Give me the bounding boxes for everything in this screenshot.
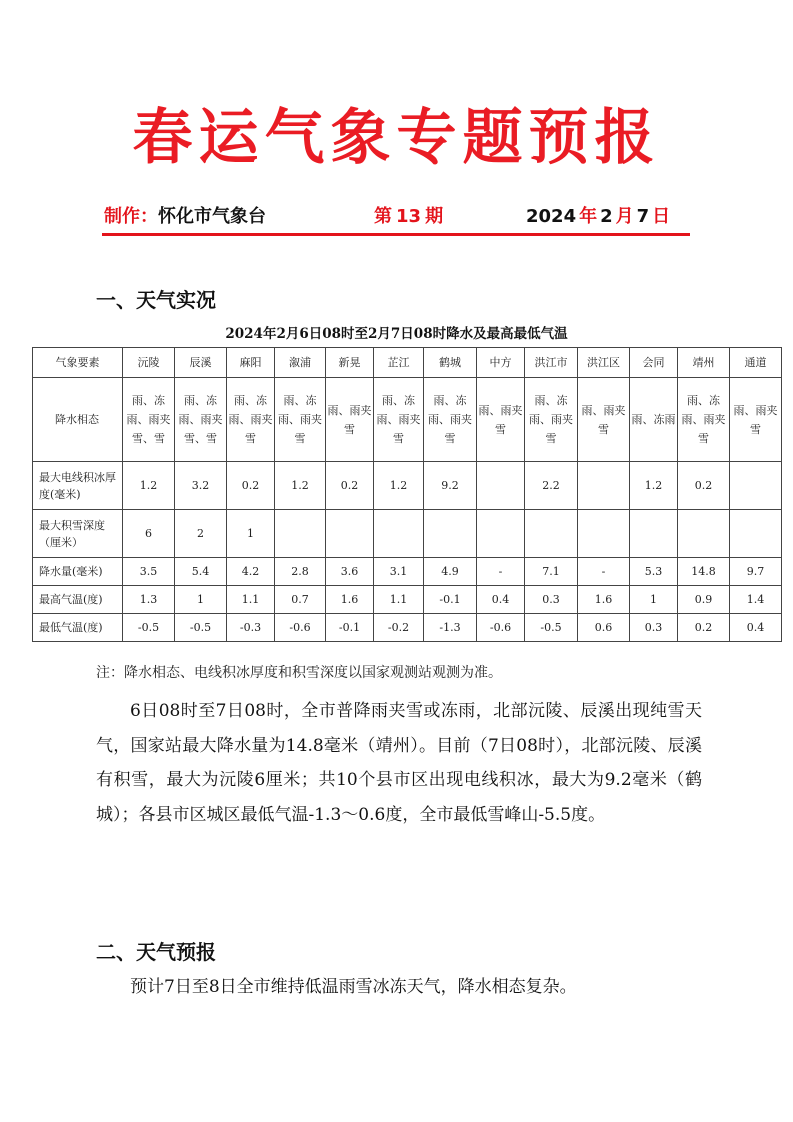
table-row: [33, 558, 782, 586]
table-header-station: 鹤城: [424, 348, 477, 378]
table-cell: 雨、冻雨、雨夹雪: [678, 378, 730, 462]
table-cell: 7.1: [525, 558, 578, 586]
issue-number: [374, 204, 443, 230]
table-cell: [730, 462, 782, 510]
table-cell: [730, 510, 782, 558]
table-row: [33, 614, 782, 642]
table-header-station: 洪江市: [525, 348, 578, 378]
section2-heading: 二、天气预报: [96, 940, 216, 964]
table-cell: 雨、雨夹雪: [326, 378, 374, 462]
table-cell: 雨、冻雨、雨夹雪: [424, 378, 477, 462]
table-cell: -0.6: [275, 614, 326, 642]
table-cell: -0.1: [424, 586, 477, 614]
table-header-station: 中方: [477, 348, 525, 378]
table-cell: 1.1: [374, 586, 424, 614]
table-cell: 0.2: [227, 462, 275, 510]
table-cell: [275, 510, 326, 558]
table-cell: 1: [175, 586, 227, 614]
table-cell: -0.5: [525, 614, 578, 642]
row-label: 最高气温(度): [33, 586, 123, 614]
table-cell: 雨、冻雨、雨夹雪: [525, 378, 578, 462]
section1-heading: 一、天气实况: [96, 288, 216, 312]
table-row: [33, 378, 782, 462]
table-cell: [578, 462, 630, 510]
date-year: 2024: [526, 206, 577, 227]
table-cell: 0.2: [678, 462, 730, 510]
table-cell: 1: [630, 586, 678, 614]
table-header-station: 溆浦: [275, 348, 326, 378]
table-cell: 1.4: [730, 586, 782, 614]
table-cell: -1.3: [424, 614, 477, 642]
issue-suffix: 期: [425, 206, 444, 227]
table-cell: [477, 510, 525, 558]
table-cell: 雨、雨夹雪: [578, 378, 630, 462]
section1-summary: 6日08时至7日08时，全市普降雨夹雪或冻雨，北部沅陵、辰溪出现纯雪天气，国家站最大降水量为14.8毫米（靖州）。目前（7日08时），北部沅陵、辰溪有积雪，最大为沅陵6厘米；共10个县市区出现电线积冰，最大为9.2毫米（鹤城）；各县市区城区最低气温-1.3～0.6度，全市最低雪峰山-5.5度。: [96, 701, 702, 825]
table-cell: 0.2: [678, 614, 730, 642]
maker-name: 怀化市气象台: [158, 206, 266, 227]
table-cell: -: [578, 558, 630, 586]
table-cell: 2.8: [275, 558, 326, 586]
table-cell: 雨、冻雨、雨夹雪: [227, 378, 275, 462]
table-cell: 5.3: [630, 558, 678, 586]
table-header-row: [33, 348, 782, 378]
table-note: 注：降水相态、电线积冰厚度和积雪深度以国家观测站观测为准。: [96, 665, 502, 681]
table-cell: 1.6: [326, 586, 374, 614]
table-header-station: 辰溪: [175, 348, 227, 378]
issue-prefix: 第: [374, 206, 392, 227]
row-label: 降水量(毫米): [33, 558, 123, 586]
table-cell: [424, 510, 477, 558]
table-header-element: 气象要素: [33, 348, 123, 378]
table-cell: 9.7: [730, 558, 782, 586]
table-cell: 雨、冻雨、雨夹雪、雪: [175, 378, 227, 462]
table-cell: 雨、冻雨、雨夹雪、雪: [123, 378, 175, 462]
maker-label: 制作：: [104, 206, 158, 227]
table-cell: [525, 510, 578, 558]
table-cell: 1.3: [123, 586, 175, 614]
table-cell: [678, 510, 730, 558]
table-cell: 3.5: [123, 558, 175, 586]
table-header-station: 芷江: [374, 348, 424, 378]
table-cell: 0.2: [326, 462, 374, 510]
table-row: [33, 586, 782, 614]
maker-line: [104, 204, 266, 230]
table-cell: 0.4: [477, 586, 525, 614]
header-divider: [102, 233, 690, 236]
table-header-station: 会同: [630, 348, 678, 378]
table-cell: [630, 510, 678, 558]
table-cell: 9.2: [424, 462, 477, 510]
date-day-unit: 日: [652, 206, 671, 227]
table-cell: -0.3: [227, 614, 275, 642]
table-cell: -0.1: [326, 614, 374, 642]
table-cell: 6: [123, 510, 175, 558]
table-cell: [578, 510, 630, 558]
table-cell: 5.4: [175, 558, 227, 586]
table-cell: 1.6: [578, 586, 630, 614]
date-year-unit: 年: [579, 206, 598, 227]
row-label: 最低气温(度): [33, 614, 123, 642]
table-cell: 1.2: [123, 462, 175, 510]
table-cell: 雨、冻雨、雨夹雪: [374, 378, 424, 462]
table-cell: 雨、雨夹雪: [477, 378, 525, 462]
table-header-station: 洪江区: [578, 348, 630, 378]
section2-forecast: 预计7日至8日全市维持低温雨雪冰冻天气，降水相态复杂。: [130, 977, 577, 997]
table-header-station: 靖州: [678, 348, 730, 378]
table-cell: 4.9: [424, 558, 477, 586]
table-header-station: 新晃: [326, 348, 374, 378]
table-cell: 雨、冻雨、雨夹雪: [275, 378, 326, 462]
table-cell: 0.7: [275, 586, 326, 614]
table-cell: [326, 510, 374, 558]
weather-table: [32, 347, 782, 642]
table-cell: -0.2: [374, 614, 424, 642]
table-cell: 0.3: [630, 614, 678, 642]
table-cell: -0.5: [175, 614, 227, 642]
table-cell: 雨、雨夹雪: [730, 378, 782, 462]
table-cell: 0.9: [678, 586, 730, 614]
date-day: 7: [636, 206, 650, 227]
row-label: 最大积雪深度（厘米）: [33, 510, 123, 558]
table-cell: [374, 510, 424, 558]
table-cell: 1.2: [630, 462, 678, 510]
row-label: 最大电线积冰厚度(毫米): [33, 462, 123, 510]
table-cell: [477, 462, 525, 510]
row-label: 降水相态: [33, 378, 123, 462]
table-cell: 3.1: [374, 558, 424, 586]
date-month: 2: [600, 206, 613, 227]
table-cell: 14.8: [678, 558, 730, 586]
table-cell: 雨、冻雨: [630, 378, 678, 462]
table-cell: 1.2: [374, 462, 424, 510]
table-cell: 0.4: [730, 614, 782, 642]
issue-num: 13: [396, 206, 422, 227]
table-cell: 2.2: [525, 462, 578, 510]
table-row: [33, 510, 782, 558]
table-row: [33, 462, 782, 510]
report-title: 春运气象专题预报: [132, 103, 661, 173]
table-cell: 2: [175, 510, 227, 558]
table-cell: -0.5: [123, 614, 175, 642]
table-header-station: 麻阳: [227, 348, 275, 378]
table-cell: -0.6: [477, 614, 525, 642]
table-cell: 0.6: [578, 614, 630, 642]
table-cell: 1.2: [275, 462, 326, 510]
table-cell: 1: [227, 510, 275, 558]
date-month-unit: 月: [615, 206, 634, 227]
table-cell: 3.2: [175, 462, 227, 510]
table-cell: -: [477, 558, 525, 586]
table-header-station: 沅陵: [123, 348, 175, 378]
issue-date: [526, 204, 670, 230]
table-cell: 0.3: [525, 586, 578, 614]
table-cell: 3.6: [326, 558, 374, 586]
table-cell: 1.1: [227, 586, 275, 614]
table-header-station: 通道: [730, 348, 782, 378]
table-cell: 4.2: [227, 558, 275, 586]
table-caption: 2024年2月6日08时至2月7日08时降水及最高最低气温: [225, 326, 568, 342]
